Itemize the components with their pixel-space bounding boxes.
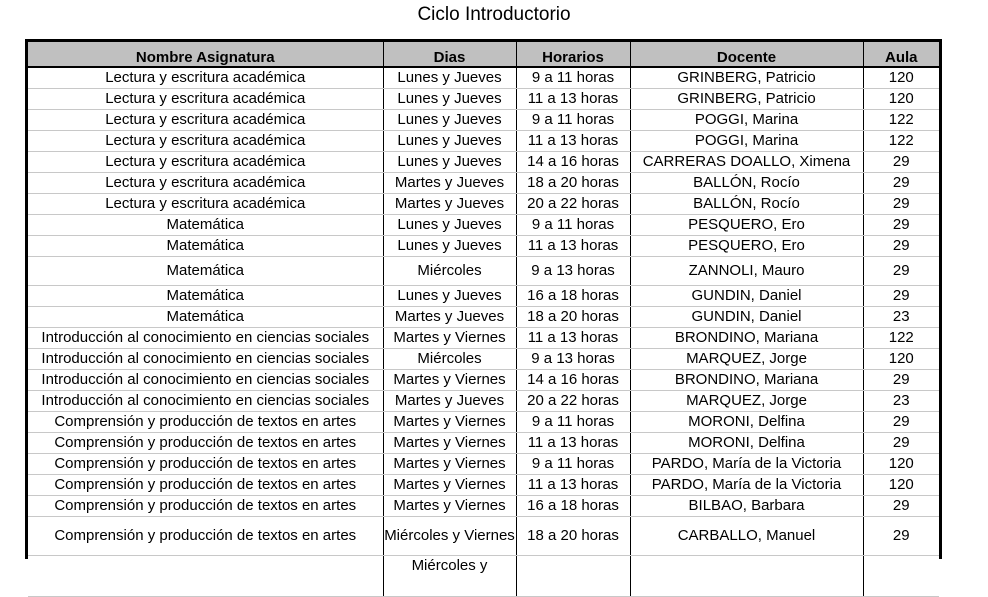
room-cell [863, 556, 939, 597]
column-header-teacher: Docente [630, 42, 863, 67]
table-row [28, 215, 939, 236]
teacher-cell: MORONI, Delfina [630, 433, 863, 454]
table-row [28, 349, 939, 370]
teacher-cell: BRONDINO, Mariana [630, 370, 863, 391]
hours-cell: 18 a 20 horas [516, 173, 630, 194]
column-header-room: Aula [863, 42, 939, 67]
teacher-cell: POGGI, Marina [630, 131, 863, 152]
subject-cell: Matemática [28, 236, 383, 257]
teacher-cell: MORONI, Delfina [630, 412, 863, 433]
days-cell: Lunes y Jueves [383, 131, 516, 152]
days-cell: Martes y Jueves [383, 307, 516, 328]
table-row [28, 391, 939, 412]
days-cell: Miércoles y [383, 556, 516, 597]
subject-cell: Comprensión y producción de textos en artes [28, 433, 383, 454]
teacher-cell: GUNDIN, Daniel [630, 307, 863, 328]
room-cell: 29 [863, 152, 939, 173]
subject-cell [28, 556, 383, 597]
days-cell: Miércoles [383, 349, 516, 370]
hours-cell: 14 a 16 horas [516, 370, 630, 391]
teacher-cell: BILBAO, Barbara [630, 496, 863, 517]
room-cell: 122 [863, 110, 939, 131]
schedule-table [28, 42, 939, 597]
days-cell: Martes y Viernes [383, 328, 516, 349]
column-header-days: Dias [383, 42, 516, 67]
subject-cell: Introducción al conocimiento en ciencias sociales [28, 391, 383, 412]
hours-cell: 11 a 13 horas [516, 475, 630, 496]
hours-cell: 20 a 22 horas [516, 391, 630, 412]
subject-cell: Comprensión y producción de textos en artes [28, 412, 383, 433]
teacher-cell: GUNDIN, Daniel [630, 286, 863, 307]
room-cell: 29 [863, 286, 939, 307]
subject-cell: Matemática [28, 215, 383, 236]
column-header-hours: Horarios [516, 42, 630, 67]
table-row [28, 152, 939, 173]
subject-cell: Lectura y escritura académica [28, 131, 383, 152]
days-cell: Martes y Jueves [383, 194, 516, 215]
days-cell: Lunes y Jueves [383, 152, 516, 173]
room-cell: 29 [863, 173, 939, 194]
room-cell: 29 [863, 412, 939, 433]
teacher-cell: PESQUERO, Ero [630, 236, 863, 257]
subject-cell: Comprensión y producción de textos en artes [28, 517, 383, 556]
teacher-cell: BRONDINO, Mariana [630, 328, 863, 349]
days-cell: Martes y Viernes [383, 433, 516, 454]
table-row [28, 412, 939, 433]
hours-cell: 16 a 18 horas [516, 286, 630, 307]
hours-cell: 18 a 20 horas [516, 307, 630, 328]
subject-cell: Lectura y escritura académica [28, 110, 383, 131]
subject-cell: Lectura y escritura académica [28, 89, 383, 110]
subject-cell: Comprensión y producción de textos en artes [28, 475, 383, 496]
teacher-cell: CARRERAS DOALLO, Ximena [630, 152, 863, 173]
teacher-cell: PARDO, María de la Victoria [630, 475, 863, 496]
hours-cell: 9 a 11 horas [516, 67, 630, 89]
room-cell: 29 [863, 257, 939, 286]
table-row [28, 89, 939, 110]
hours-cell: 9 a 11 horas [516, 110, 630, 131]
table-row [28, 475, 939, 496]
subject-cell: Lectura y escritura académica [28, 194, 383, 215]
table-row [28, 517, 939, 556]
room-cell: 29 [863, 496, 939, 517]
subject-cell: Matemática [28, 307, 383, 328]
days-cell: Martes y Jueves [383, 391, 516, 412]
room-cell: 120 [863, 349, 939, 370]
teacher-cell: MARQUEZ, Jorge [630, 349, 863, 370]
days-cell: Martes y Viernes [383, 412, 516, 433]
table-row [28, 257, 939, 286]
teacher-cell: GRINBERG, Patricio [630, 89, 863, 110]
subject-cell: Lectura y escritura académica [28, 67, 383, 89]
days-cell: Martes y Viernes [383, 496, 516, 517]
days-cell: Martes y Viernes [383, 370, 516, 391]
room-cell: 120 [863, 475, 939, 496]
days-cell: Lunes y Jueves [383, 286, 516, 307]
hours-cell: 11 a 13 horas [516, 131, 630, 152]
table-row [28, 556, 939, 597]
days-cell: Lunes y Jueves [383, 110, 516, 131]
hours-cell: 20 a 22 horas [516, 194, 630, 215]
table-row [28, 370, 939, 391]
hours-cell: 16 a 18 horas [516, 496, 630, 517]
room-cell: 29 [863, 433, 939, 454]
hours-cell: 11 a 13 horas [516, 236, 630, 257]
room-cell: 29 [863, 370, 939, 391]
days-cell: Miércoles [383, 257, 516, 286]
subject-cell: Lectura y escritura académica [28, 152, 383, 173]
hours-cell: 14 a 16 horas [516, 152, 630, 173]
room-cell: 29 [863, 215, 939, 236]
subject-cell: Comprensión y producción de textos en artes [28, 454, 383, 475]
subject-cell: Comprensión y producción de textos en artes [28, 496, 383, 517]
teacher-cell [630, 556, 863, 597]
table-row [28, 286, 939, 307]
teacher-cell: POGGI, Marina [630, 110, 863, 131]
hours-cell: 18 a 20 horas [516, 517, 630, 556]
hours-cell: 9 a 11 horas [516, 215, 630, 236]
table-row [28, 67, 939, 89]
subject-cell: Matemática [28, 257, 383, 286]
column-header-subject: Nombre Asignatura [28, 42, 383, 67]
table-row [28, 110, 939, 131]
days-cell: Miércoles y Viernes [383, 517, 516, 556]
days-cell: Lunes y Jueves [383, 67, 516, 89]
room-cell: 29 [863, 517, 939, 556]
table-row [28, 328, 939, 349]
table-row [28, 173, 939, 194]
teacher-cell: PARDO, María de la Victoria [630, 454, 863, 475]
room-cell: 120 [863, 67, 939, 89]
days-cell: Lunes y Jueves [383, 236, 516, 257]
subject-cell: Lectura y escritura académica [28, 173, 383, 194]
page-title: Ciclo Introductorio [417, 4, 571, 25]
room-cell: 120 [863, 454, 939, 475]
teacher-cell: MARQUEZ, Jorge [630, 391, 863, 412]
room-cell: 23 [863, 307, 939, 328]
room-cell: 23 [863, 391, 939, 412]
table-row [28, 496, 939, 517]
hours-cell: 9 a 11 horas [516, 412, 630, 433]
subject-cell: Introducción al conocimiento en ciencias sociales [28, 349, 383, 370]
teacher-cell: BALLÓN, Rocío [630, 194, 863, 215]
room-cell: 29 [863, 194, 939, 215]
teacher-cell: ZANNOLI, Mauro [630, 257, 863, 286]
subject-cell: Introducción al conocimiento en ciencias sociales [28, 370, 383, 391]
room-cell: 29 [863, 236, 939, 257]
days-cell: Martes y Jueves [383, 173, 516, 194]
days-cell: Martes y Viernes [383, 454, 516, 475]
hours-cell: 9 a 11 horas [516, 454, 630, 475]
hours-cell: 9 a 13 horas [516, 257, 630, 286]
subject-cell: Matemática [28, 286, 383, 307]
table-row [28, 433, 939, 454]
teacher-cell: BALLÓN, Rocío [630, 173, 863, 194]
days-cell: Lunes y Jueves [383, 89, 516, 110]
days-cell: Martes y Viernes [383, 475, 516, 496]
hours-cell: 9 a 13 horas [516, 349, 630, 370]
table-row [28, 236, 939, 257]
hours-cell [516, 556, 630, 597]
table-row [28, 194, 939, 215]
table-row [28, 131, 939, 152]
hours-cell: 11 a 13 horas [516, 328, 630, 349]
table-row [28, 454, 939, 475]
subject-cell: Introducción al conocimiento en ciencias sociales [28, 328, 383, 349]
schedule-sheet [25, 39, 942, 574]
table-row [28, 307, 939, 328]
days-cell: Lunes y Jueves [383, 215, 516, 236]
header-row [28, 42, 939, 67]
teacher-cell: PESQUERO, Ero [630, 215, 863, 236]
teacher-cell: GRINBERG, Patricio [630, 67, 863, 89]
hours-cell: 11 a 13 horas [516, 89, 630, 110]
room-cell: 122 [863, 328, 939, 349]
room-cell: 120 [863, 89, 939, 110]
room-cell: 122 [863, 131, 939, 152]
hours-cell: 11 a 13 horas [516, 433, 630, 454]
teacher-cell: CARBALLO, Manuel [630, 517, 863, 556]
